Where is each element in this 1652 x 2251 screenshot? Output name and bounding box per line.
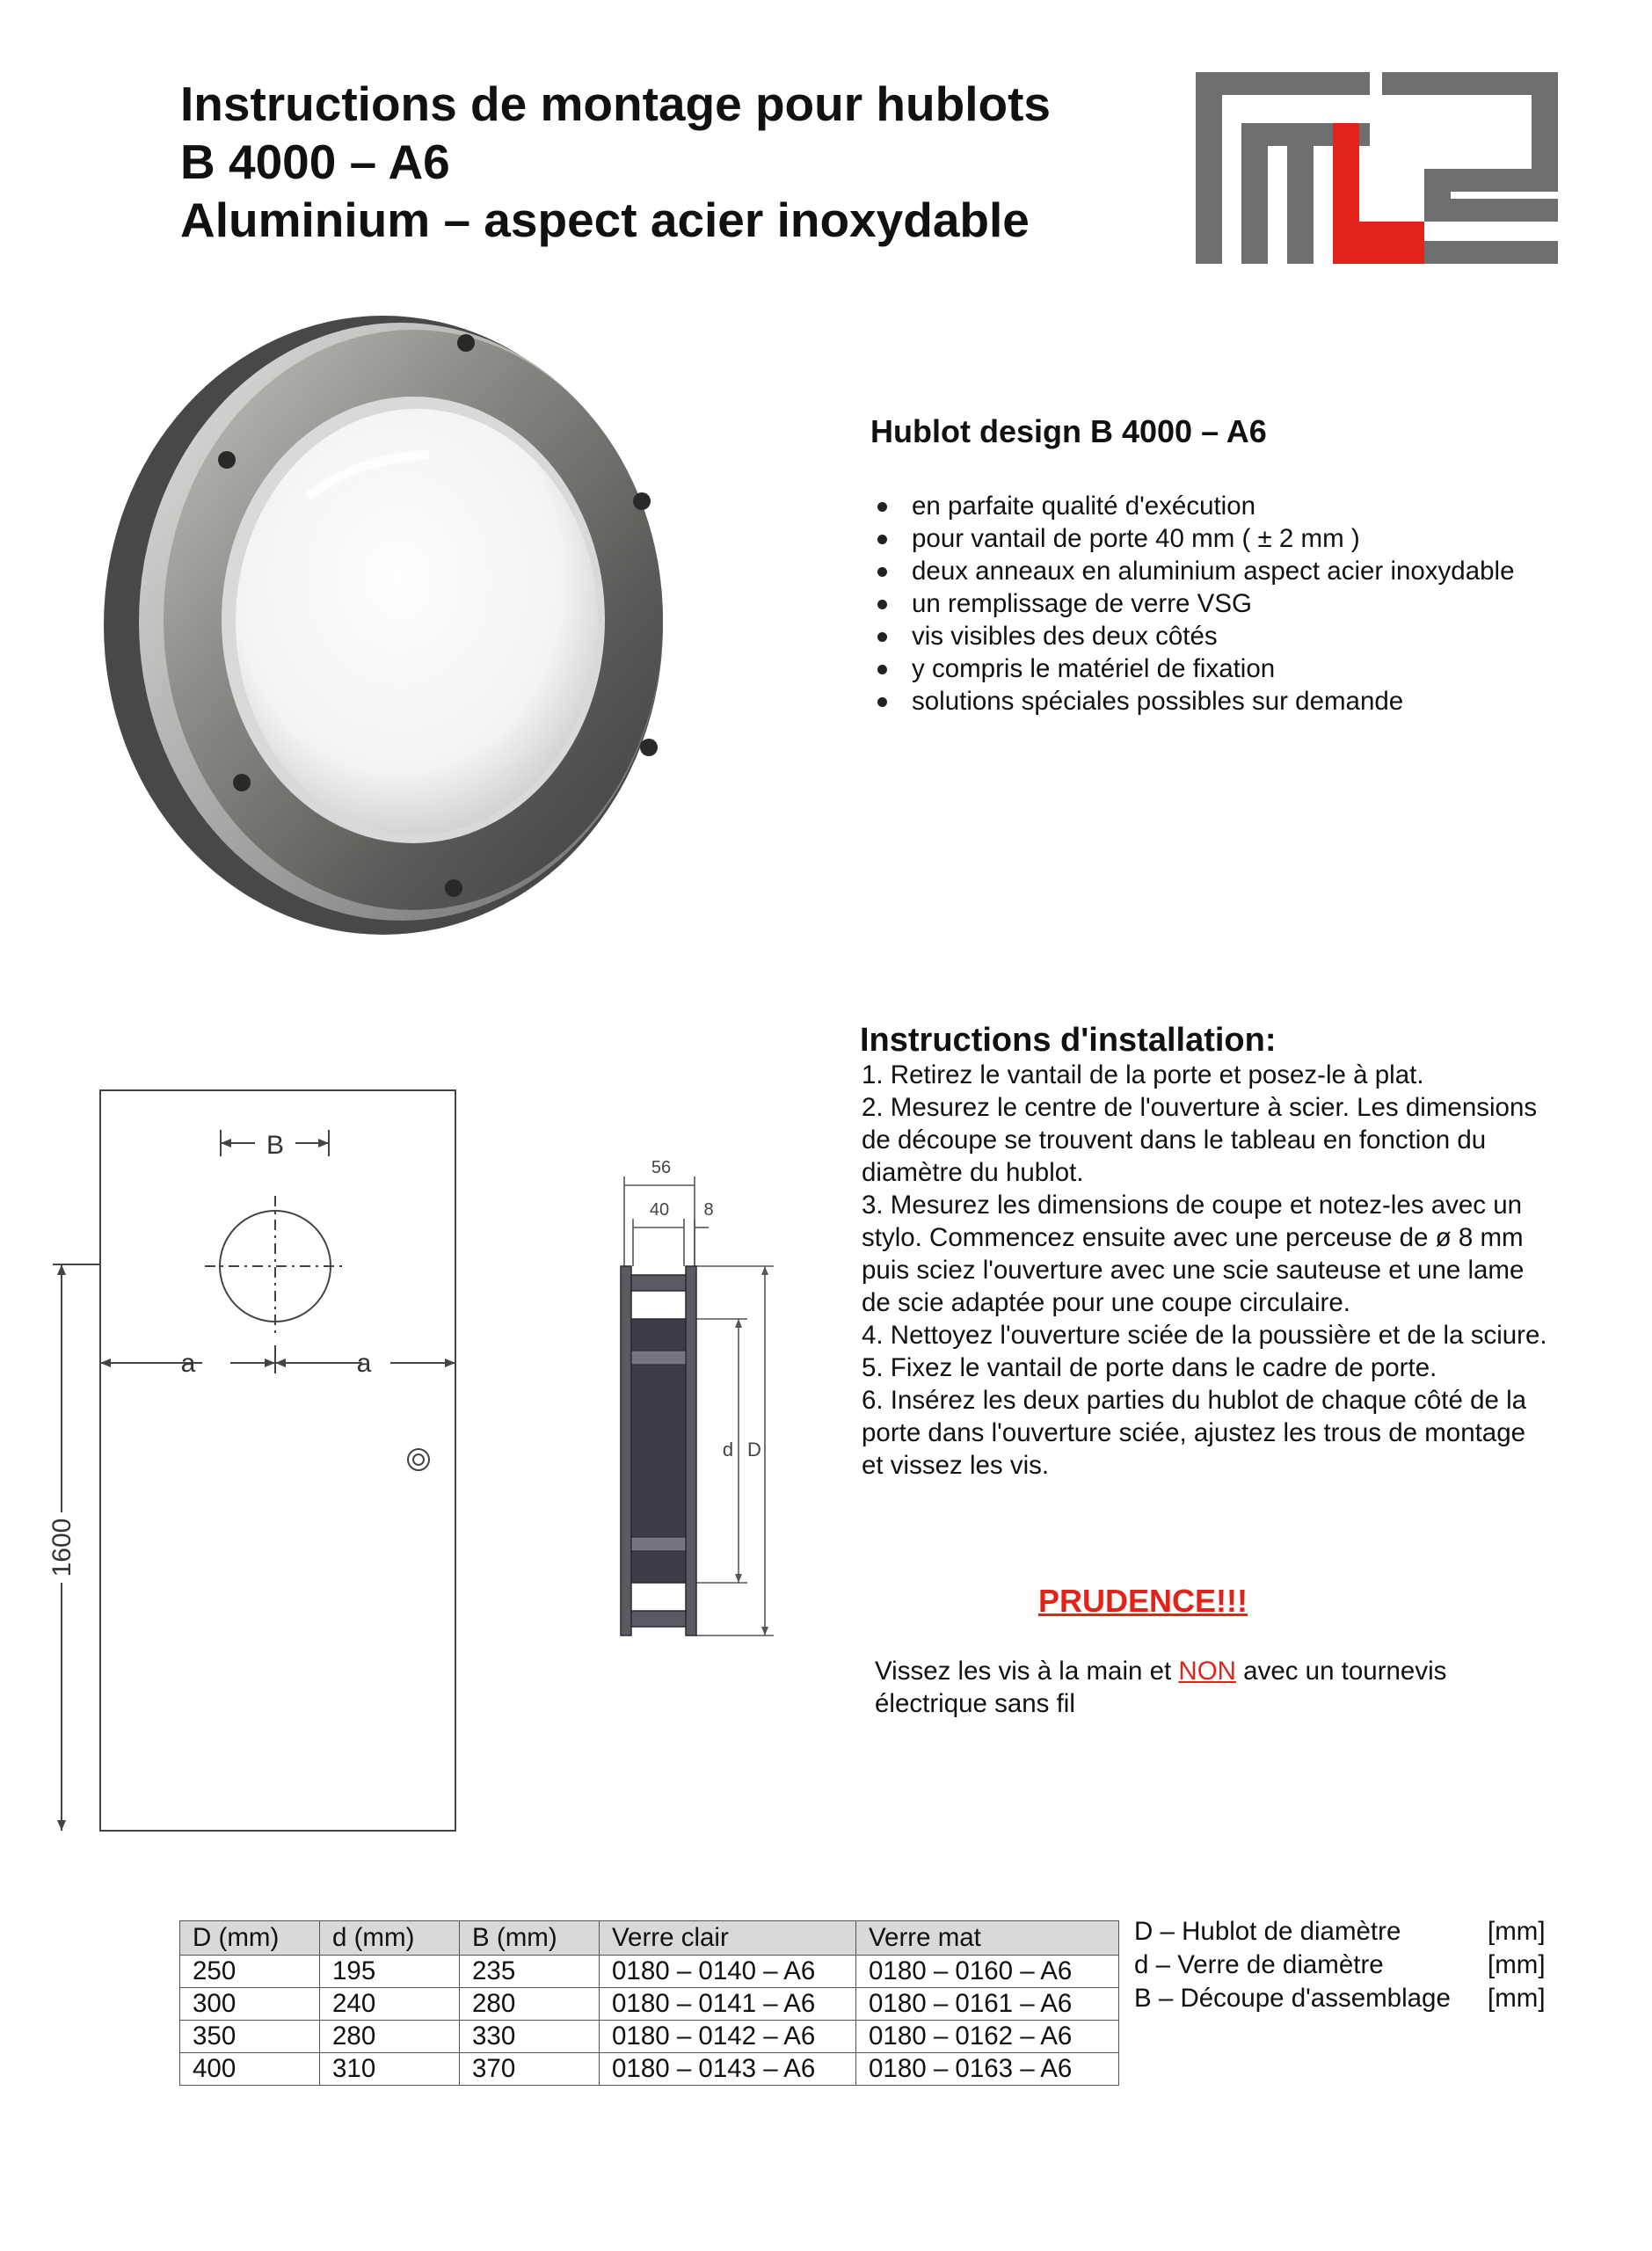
instruction-line: 6. Insérez les deux parties du hublot de chaque côté de la: [862, 1386, 1527, 1415]
dim-label-B: B: [266, 1131, 285, 1160]
table-cell: 370: [460, 2053, 600, 2086]
table-cell: 240: [320, 1988, 460, 2021]
legend-term: D – Hublot de diamètre: [1134, 1917, 1401, 1946]
legend-unit: [mm]: [1488, 1950, 1546, 1979]
instruction-line: et vissez les vis.: [862, 1451, 1050, 1480]
column-header: D (mm): [180, 1921, 320, 1956]
dim-label-40: 40: [649, 1200, 670, 1220]
table-cell: 0180 – 0160 – A6: [856, 1956, 1119, 1988]
list-item: solutions spéciales possibles sur demande: [875, 685, 1515, 718]
legend-row: [1134, 1949, 1546, 1982]
table-row: [180, 2021, 1119, 2053]
door-diagram: [26, 1073, 484, 1838]
door-outline: [100, 1090, 455, 1831]
legend-unit: [mm]: [1488, 1984, 1546, 2013]
list-item: deux anneaux en aluminium aspect acier inoxydable: [875, 555, 1515, 587]
title-line-2: B 4000 – A6: [180, 135, 450, 189]
porthole-product-image: [104, 303, 719, 936]
table-cell: 280: [460, 1988, 600, 2021]
mle-logo: [1196, 72, 1558, 264]
table-cell: 0180 – 0140 – A6: [600, 1956, 856, 1988]
table-row: [180, 1988, 1119, 2021]
instruction-line: diamètre du hublot.: [862, 1158, 1084, 1187]
column-header: B (mm): [460, 1921, 600, 1956]
table-cell: 310: [320, 2053, 460, 2086]
table-cell: 300: [180, 1988, 320, 2021]
table-cell: 0180 – 0163 – A6: [856, 2053, 1119, 2086]
installation-steps: [862, 1059, 1609, 1482]
instruction-line: puis sciez l'ouverture avec une scie sauteuse et une lame: [862, 1256, 1525, 1285]
table-cell: 0180 – 0142 – A6: [600, 2021, 856, 2053]
table-cell: 0180 – 0141 – A6: [600, 1988, 856, 2021]
dim-label-d: d: [722, 1439, 734, 1461]
legend-term: d – Verre de diamètre: [1134, 1950, 1384, 1979]
instruction-line: 2. Mesurez le centre de l'ouverture à scier. Les dimensions: [862, 1093, 1538, 1122]
instruction-line: porte dans l'ouverture sciée, ajustez les trous de montage: [862, 1418, 1526, 1447]
list-item: y compris le matériel de fixation: [875, 652, 1515, 685]
feature-list: [875, 490, 1515, 718]
dim-label-56: 56: [651, 1158, 672, 1177]
dim-label-8: 8: [703, 1200, 714, 1220]
section-diagram: [580, 1143, 809, 1671]
dimension-table: [179, 1920, 1119, 2086]
warning-title: PRUDENCE!!!: [1038, 1583, 1248, 1619]
column-header: d (mm): [320, 1921, 460, 1956]
table-cell: 250: [180, 1956, 320, 1988]
list-item: pour vantail de porte 40 mm ( ± 2 mm ): [875, 522, 1515, 555]
table-row: [180, 1956, 1119, 1988]
table-cell: 350: [180, 2021, 320, 2053]
column-header: Verre mat: [856, 1921, 1119, 1956]
list-item: vis visibles des deux côtés: [875, 620, 1515, 652]
table-cell: 0180 – 0162 – A6: [856, 2021, 1119, 2053]
instruction-line: 1. Retirez le vantail de la porte et posez-le à plat.: [862, 1060, 1424, 1089]
warning-emphasis: NON: [1178, 1657, 1236, 1686]
list-item: un remplissage de verre VSG: [875, 587, 1515, 620]
instruction-line: 5. Fixez le vantail de porte dans le cadre de porte.: [862, 1353, 1437, 1382]
dim-label-a-right: a: [356, 1349, 372, 1378]
instruction-line: stylo. Commencez ensuite avec une perceuse de ø 8 mm: [862, 1223, 1524, 1252]
legend-term: B – Découpe d'assemblage: [1134, 1984, 1451, 2013]
dim-label-a-left: a: [180, 1349, 196, 1378]
table-cell: 400: [180, 2053, 320, 2086]
table-cell: 330: [460, 2021, 600, 2053]
title-line-1: Instructions de montage pour hublots: [180, 76, 1051, 131]
warning-text: [875, 1655, 1543, 1720]
table-row: [180, 2053, 1119, 2086]
column-header: Verre clair: [600, 1921, 856, 1956]
table-cell: 235: [460, 1956, 600, 1988]
legend-row: [1134, 1982, 1546, 2015]
table-cell: 280: [320, 2021, 460, 2053]
instruction-line: de scie adaptée pour une coupe circulaire.: [862, 1288, 1350, 1317]
warning-text-start: Vissez les vis à la main et: [875, 1657, 1179, 1686]
warning-text-end: avec un tournevis électrique sans fil: [875, 1657, 1447, 1718]
table-header-row: [180, 1921, 1119, 1956]
table-legend: [1134, 1915, 1546, 2015]
dim-label-D: D: [747, 1439, 761, 1461]
table-cell: 195: [320, 1956, 460, 1988]
title-line-3: Aluminium – aspect acier inoxydable: [180, 193, 1030, 247]
door-handle: [408, 1449, 429, 1470]
installation-heading: Instructions d'installation:: [860, 1022, 1277, 1059]
product-heading: Hublot design B 4000 – A6: [870, 413, 1267, 449]
instruction-line: 4. Nettoyez l'ouverture sciée de la poussière et de la sciure.: [862, 1321, 1547, 1350]
legend-unit: [mm]: [1488, 1917, 1546, 1946]
dim-label-height: 1600: [47, 1518, 76, 1577]
list-item: en parfaite qualité d'exécution: [875, 490, 1515, 522]
instruction-line: de découpe se trouvent dans le tableau en fonction du: [862, 1126, 1487, 1155]
table-cell: 0180 – 0143 – A6: [600, 2053, 856, 2086]
table-cell: 0180 – 0161 – A6: [856, 1988, 1119, 2021]
instruction-line: 3. Mesurez les dimensions de coupe et notez-les avec un: [862, 1191, 1523, 1220]
legend-row: [1134, 1915, 1546, 1949]
page-title: [180, 75, 1147, 249]
